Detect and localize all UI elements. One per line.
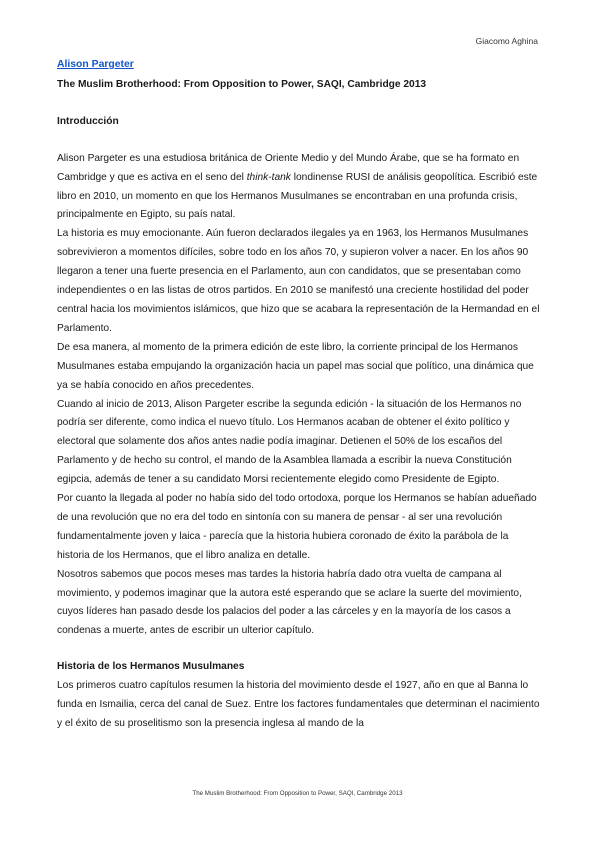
intro-paragraph-5: Por cuanto la llegada al poder no había sido del todo ortodoxa, porque los Hermanos se habían adueñado de una revolución que no era del todo en sintonía con su manera de pensar - al ser una revolución fundamentalmente joven y laica - parecía que la historia hubiera coronado de éxito la parábola de la historia de los Hermanos, que el libro analiza en detalle. xyxy=(57,493,537,561)
page-footer: The Muslim Brotherhood: From Opposition to Power, SAQI, Cambridge 2013 xyxy=(192,790,403,797)
book-title: The Muslim Brotherhood: From Opposition to Power, SAQI, Cambridge 2013 xyxy=(57,78,427,90)
author-link[interactable]: Alison Pargeter xyxy=(57,59,134,70)
intro-paragraph-2: La historia es muy emocionante. Aún fueron declarados ilegales ya en 1963, los Hermanos Musulmanes sobrevivieron a momentos difíciles, sobre todo en los años 70, y supieron volver a nacer. En los años 90 llegaron a tener una fuerte presencia en el Parlamento, aun con candidatos, que se presentaban como independientes o en las listas de otros partidos. En 2010 se manifestó una creciente hostilidad del poder central hacia los movimientos islámicos, que hizo que se acabara la representación de la Hermandad en el Parlamento. xyxy=(57,228,540,334)
intro-paragraph-3: De esa manera, al momento de la primera edición de este libro, la corriente principal de los Hermanos Musulmanes estaba empujando la organización hacia un papel mas social que político, una dinámica que ya se había conocido en años precedentes. xyxy=(57,341,534,391)
intro-heading: Introducción xyxy=(57,115,119,127)
history-paragraph-1: Los primeros cuatro capítulos resumen la historia del movimiento desde el 1927, año en que al Banna lo funda en Ismailia, cerca del canal de Suez. Entre los factores fundamentales que determinan el nacimiento y el éxito de su proselitismo son la presencia inglesa al mando de la xyxy=(57,680,540,729)
intro-p1-emphasis: think-tank xyxy=(246,171,291,183)
intro-paragraph-1 xyxy=(57,150,543,226)
page-header-author: Giacomo Aghina xyxy=(475,36,538,46)
document-body xyxy=(57,56,543,734)
intro-paragraph-6: Nosotros sabemos que pocos meses mas tardes la historia habría dado otra vuelta de campana al movimiento, y podemos imaginar que la autora esté esperando que se aclare la suerte del movimiento, cuyos líderes han pasado desde los palacios del poder a las cárceles y en la mayoría de los casos a condenas a muerte, antes de escribir un ulterior capítulo. xyxy=(57,568,522,637)
intro-section xyxy=(57,150,543,642)
intro-paragraph-4: Cuando al inicio de 2013, Alison Pargeter escribe la segunda edición - la situación de los Hermanos no podría ser diferente, como indica el nuevo título. Los Hermanos acaban de obtener el éxito político y electoral que solamente dos años antes nadie podía imaginar. Detienen el 50% de los escaños del Parlamento y de hecho su control, el mando de la Asamblea llamada a escribir la nueva Constitución egipcia, además de tener a su candidato Morsi recientemente elegido como Presidente de Egipto. xyxy=(57,398,522,486)
history-heading: Historia de los Hermanos Musulmanes xyxy=(57,661,245,673)
intro-p1-before: Alison Pargeter es una estudiosa británica de Oriente Medio y del Mundo Árabe, que se ha formato en Cambridge y que es activa en el seno del xyxy=(57,152,520,183)
intro-p1-after: londinense RUSI de análisis geopolítica. Escribió este libro en 2010, un momento en que los Hermanos Musulmanes se encontraban en una profunda crisis, principalmente en Egipto, su país natal. xyxy=(57,171,538,221)
